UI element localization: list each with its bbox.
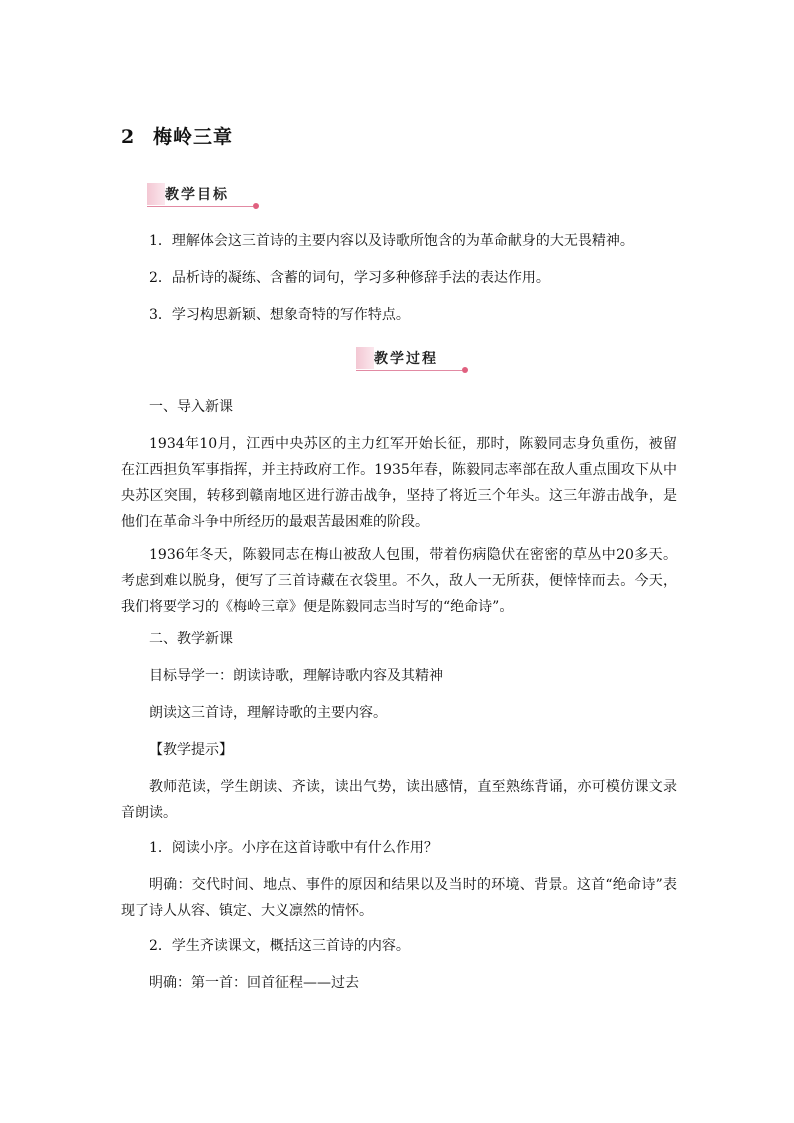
- goal-item-1: 1．理解体会这三首诗的主要内容以及诗歌所饱含的为革命献身的大无畏精神。: [149, 233, 634, 249]
- banner-underline: [356, 370, 462, 371]
- lesson-title: [121, 122, 233, 149]
- part1-heading: 一、导入新课: [149, 399, 233, 415]
- lesson-number: 2: [121, 126, 136, 148]
- section-label-process: 教学过程: [374, 351, 438, 367]
- goal-item-3: 3．学习构思新颖、想象奇特的写作特点。: [149, 307, 410, 323]
- hint-text: 教师范读，学生朗读、齐读，读出气势，读出感情，直至熟练背诵，亦可模仿课文录音朗读。: [121, 779, 677, 821]
- section-label-goals: 教学目标: [165, 187, 229, 203]
- question-2: 2．学生齐读课文，概括这三首诗的内容。: [149, 938, 410, 954]
- hint-label: 【教学提示】: [149, 742, 233, 758]
- banner-underline: [147, 206, 253, 207]
- banner-dot: [462, 367, 468, 373]
- section-banner-process: [356, 347, 468, 377]
- answer-1: 明确：交代时间、地点、事件的原因和结果以及当时的环境、背景。这首“绝命诗”表现了诗人从容、镇定、大义凛然的情怀。: [121, 877, 677, 919]
- target-heading-1: 目标导学一：朗读诗歌，理解诗歌内容及其精神: [149, 668, 443, 684]
- banner-decoration: [356, 347, 374, 369]
- question-1: 1．阅读小序。小序在这首诗歌中有什么作用？: [149, 840, 438, 856]
- intro-paragraph-2: 1936年冬天，陈毅同志在梅山被敌人包围，带着伤病隐伏在密密的草丛中20多天。考虑到难以脱身，便写了三首诗藏在衣袋里。不久，敌人一无所获，便悻悻而去。今天，我们将要学习的《梅岭三章》便是陈毅同志当时写的“绝命诗”。: [121, 547, 677, 615]
- answer-2: 明确：第一首：回首征程——过去: [149, 975, 359, 991]
- intro-paragraph-1: 1934年10月，江西中央苏区的主力红军开始长征，那时，陈毅同志身负重伤，被留在江西担负军事指挥，并主持政府工作。1935年春，陈毅同志率部在敌人重点围攻下从中央苏区突围，转移到赣南地区进行游击战争，坚持了将近三个年头。这三年游击战争，是他们在革命斗争中所经历的最艰苦最困难的阶段。: [121, 436, 677, 530]
- banner-decoration: [147, 183, 165, 205]
- lesson-title-text: 梅岭三章: [153, 126, 234, 148]
- banner-dot: [253, 203, 259, 209]
- goal-item-2: 2．品析诗的凝练、含蓄的词句，学习多种修辞手法的表达作用。: [149, 270, 550, 286]
- section-banner-goals: [147, 183, 259, 213]
- reading-task: 朗读这三首诗，理解诗歌的主要内容。: [149, 705, 387, 721]
- part2-heading: 二、教学新课: [149, 631, 233, 647]
